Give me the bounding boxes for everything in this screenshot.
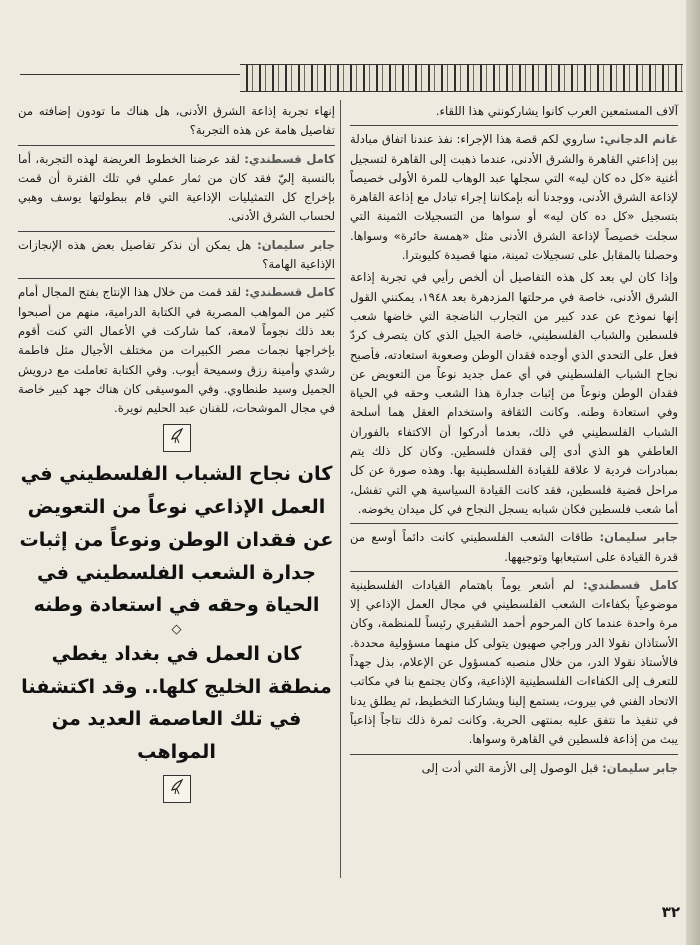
speaker-name: كامل قسطندي: xyxy=(582,577,678,592)
paragraph: كامل قسطندي: لم أشعر يوماً باهتمام القيادات الفلسطينية موضوعياً بكفاءات الشعب الفلسطيني في مجال العمل الإذاعي إلا مرة واحدة عندما كان المرحوم أحمد الشقيري رئيساً للمنظمة، وكان الأستاذان نقولا الدر وراجي صهيون يتولى كل منهما مسؤولية محددة. فالأستاذ نقولا الدر، من خلال منصبه كمسؤول عن الإعلام، بذل جهداً للتعرف إلى الكفاءات الفلسطينية الإذاعية، وكان يجتمع بنا في مكاتب الاتحاد الفني في بيروت، يستمع إلينا ويشاركنا التخطيط، ثم يطلق يدنا في تنفيذ ما نتفق عليه بمنتهى الحرية. وكانت ثمرة ذلك نتاجاً إذاعياً يبث من إذاعة فلسطين في القاهرة وسواها. xyxy=(350,577,678,747)
paragraph: جابر سليمان: طاقات الشعب الفلسطيني كانت دائماً أوسع من قدرة القيادة على استيعابها وتوجيهها. xyxy=(350,530,678,564)
paragraph: كامل قسطندي: لقد عرضنا الخطوط العريضة لهذه التجربة، أما بالنسبة إليّ فقد كان من ثمار عملي في تلك الفترة أن قمت بإخراج كل التمثيليات الإذاعية التي قام ببطولتها يوسف وهبي لحساب الشرق الأدنى. xyxy=(18,151,335,224)
speaker-name: غانم الدجاني: xyxy=(599,132,678,147)
separator xyxy=(18,231,335,232)
speaker-name: جابر سليمان: xyxy=(599,530,678,545)
header-ornament-band xyxy=(240,64,683,92)
bird-icon xyxy=(163,424,191,452)
diamond-ornament: ◇ xyxy=(171,621,182,637)
paragraph: آلاف المستمعين العرب كانوا يشاركونني هذا اللقاء. xyxy=(435,104,678,118)
paragraph: جابر سليمان: هل يمكن أن نذكر تفاصيل بعض هذه الإنجازات الإذاعية الهامة؟ xyxy=(18,237,336,272)
separator xyxy=(350,754,678,755)
column-divider xyxy=(340,100,341,878)
paragraph: وإذا كان لي بعد كل هذه التفاصيل أن ألخص رأيي في تجربة إذاعة الشرق الأدنى، خاصة في مرحلتها المزدهرة بعد ١٩٤٨، يمكنني القول إنها نموذج عن عدد كبير من التجارب الناضجة التي خاضها شعب فلسطين والشباب الفلسطيني، خاصة الجيل الذي كان يتصرف كردّ فعل على التحدي الذي أوجده فقدان الوطن وصعوبة استعادته، فأصبح نجاح الشباب الفلسطيني في أي عمل جديد نوعاً من التعويض عن فقدان الوطن ونوعاً من إثبات جدارة هذا الشعب وحقه في الحياة وفي استعادة وطنه. وكانت الثقافة واستخدام العقل هما أسلحة الشباب الفلسطيني في ذلك، بعدما أدركوا أن الاكتفاء بالفوران العاطفي هو الذي أدى إلى فقدان فلسطين. وكان كل ذلك يتم بمبادرات فردية لا علاقة للقيادة الفلسطينية بها. وهذه صورة عن كل مراحل قضية فلسطين، فقد كانت القيادة السياسية هي التي تفشل، أما شعب فلسطين فكان شبابه يسجل النجاح في كل ميدان يخوضه. xyxy=(350,270,678,516)
bird-icon-graphic xyxy=(168,776,186,796)
paragraph: إنهاء تجربة إذاعة الشرق الأدنى، هل هناك ما تودون إضافته من تفاصيل هامة عن هذه التجربة؟ xyxy=(18,104,335,138)
header-rule xyxy=(20,74,242,75)
separator xyxy=(350,523,678,524)
right-text-column xyxy=(350,102,678,781)
pull-quote: كان العمل في بغداد يغطي منطقة الخليج كلها.. وقد اكتشفنا في تلك العاصمة العديد من المواهب xyxy=(21,641,332,764)
bird-icon-graphic xyxy=(168,425,186,445)
speaker-name: كامل قسطندي: xyxy=(244,285,335,300)
separator xyxy=(18,278,335,279)
paragraph: جابر سليمان: قبل الوصول إلى الأزمة التي أدت إلى xyxy=(421,760,678,775)
page-number: ٣٢ xyxy=(661,903,680,921)
speaker-name: جابر سليمان: xyxy=(602,760,678,775)
separator xyxy=(18,145,335,146)
page-edge-shadow xyxy=(686,0,700,945)
left-text-column xyxy=(18,102,335,809)
paragraph: غانم الدجاني: ساروي لكم قصة هذا الإجراء: نفذ عندنا اتفاق مبادلة بين إذاعتي القاهرة والشرق الأدنى، عندما ذهبت إلى القاهرة لتسجيل أغنية «كل ده كان ليه» التي سجلها عبد الوهاب للمرة الأولى خصيصاً لإذاعة الشرق الأدنى، ووجدنا أنه بإمكاننا إجراء تبادل مع إذاعة القاهرة بتسجيل «كل ده كان ليه» أو سواها من التسجيلات الثمينة التي سجلت خصيصاً لإذاعة الشرق الأدنى مثل «همسة حائرة» وسواها. وحصلنا بالمقابل على تسجيلات ثمينة، منها قصيدة كليوبترا. xyxy=(350,132,678,263)
speaker-name: جابر سليمان: xyxy=(257,237,336,252)
paragraph: كامل قسطندي: لقد قمت من خلال هذا الإنتاج بفتح المجال أمام كثير من المواهب المصرية في الكتابة الدرامية، منهم من أصبحوا بعد ذلك نجوماً لامعة، كما شاركت في الأعمال التي كنت أقوم بإخراجها نجمات مصر الكبيرات من مختلف الأجيال مثل فاطمة رشدي وأمينة رزق وسميحة أيوب. وفي الكتابة تعاملت مع درويش الجميل وسيد طنطاوي. وفي الموسيقى كان هناك جهد كبير خاصة في مجال الموشحات، للفنان عبد الحليم نويرة. xyxy=(18,285,335,416)
pull-quote: كان نجاح الشباب الفلسطيني في العمل الإذاعي نوعاً من التعويض عن فقدان الوطن ونوعاً من إثبات جدارة الشعب الفلسطيني في الحياة وحقه في استعادة وطنه xyxy=(19,462,334,617)
speaker-name: كامل قسطندي: xyxy=(244,151,335,166)
separator xyxy=(350,125,678,126)
separator xyxy=(350,571,678,572)
bird-icon xyxy=(163,775,191,803)
